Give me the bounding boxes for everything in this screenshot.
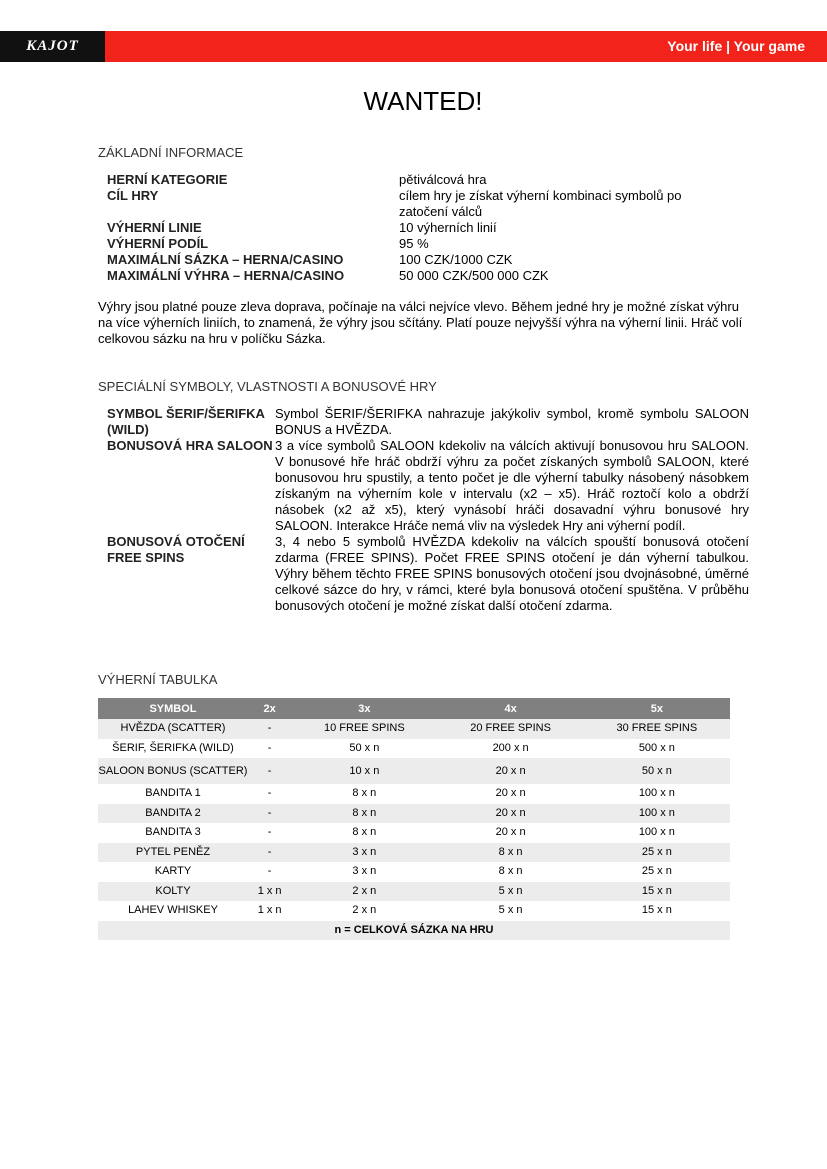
slogan: Your life | Your game bbox=[667, 38, 805, 54]
section-heading-paytable: VÝHERNÍ TABULKA bbox=[98, 672, 218, 687]
table-cell: 50 x n bbox=[584, 758, 730, 784]
info-row bbox=[107, 220, 729, 236]
info-value: pětiválcová hra bbox=[399, 172, 487, 187]
table-row bbox=[98, 843, 730, 863]
rules-paragraph: Výhry jsou platné pouze zleva doprava, počínaje na válci nejvíce vlevo. Během jedné hry je možné získat výhru na více výherních liniích, to znamená, že výhry jsou sčítány. Platí pouze nejvyšší výhra na výherní linii. Hráč volí celkovou sázku na hru v políčku Sázka. bbox=[98, 299, 743, 346]
table-row bbox=[98, 862, 730, 882]
table-cell: - bbox=[248, 843, 291, 863]
info-label: MAXIMÁLNÍ SÁZKA – HERNA/CASINO bbox=[107, 252, 344, 267]
table-cell: 200 x n bbox=[492, 741, 529, 754]
table-cell: 1 x n bbox=[248, 882, 291, 902]
info-value: 95 % bbox=[399, 236, 429, 251]
info-label: BONUSOVÁ HRA SALOON bbox=[107, 438, 273, 453]
table-cell: 20 x n bbox=[495, 826, 526, 839]
info-row bbox=[107, 188, 729, 220]
table-cell: 20 x n bbox=[495, 787, 526, 800]
table-cell: 500 x n bbox=[638, 741, 675, 754]
table-row bbox=[98, 823, 730, 843]
table-cell: - bbox=[248, 758, 291, 784]
table-cell: SALOON BONUS (SCATTER) bbox=[98, 758, 248, 784]
table-cell: 2 x n bbox=[352, 904, 377, 917]
column-header: 3x bbox=[291, 698, 437, 719]
table-row bbox=[98, 901, 730, 921]
info-value: 3 a více symbolů SALOON kdekoliv na válcích aktivují bonusovou hru SALOON. V bonusové hře hráč obdrží výhru za počet získaných symbolů SALOON, které bonusovou hru spustily, a tento počet je dle výherní tabulky násobený násobkem získaným na výherním kole v intervalu (x2 – x5). Hráč roztočí kolo a obdrží násobek (x2 až x5), který vynásobí hráči dosavadní výhru bonusové hry SALOON. Interakce Hráče nemá vliv na výsledek Hry ani výherní podíl. bbox=[275, 438, 749, 533]
table-cell: 8 x n bbox=[291, 804, 437, 824]
basic-info bbox=[107, 172, 729, 284]
table-row bbox=[98, 719, 730, 739]
table-row bbox=[98, 882, 730, 902]
info-label: VÝHERNÍ LINIE bbox=[107, 220, 202, 235]
table-cell: ŠERIF, ŠERIFKA (WILD) bbox=[112, 741, 234, 754]
table-footer: n = CELKOVÁ SÁZKA NA HRU bbox=[98, 921, 730, 941]
page-title: WANTED! bbox=[363, 86, 483, 116]
info-row bbox=[107, 252, 729, 268]
info-row bbox=[107, 438, 749, 534]
column-header: SYMBOL bbox=[98, 698, 248, 719]
table-cell: 10 x n bbox=[291, 758, 437, 784]
header-bar bbox=[0, 31, 827, 62]
table-cell: - bbox=[267, 787, 272, 800]
info-label: SYMBOL ŠERIF/ŠERIFKA (WILD) bbox=[107, 406, 265, 437]
info-label: MAXIMÁLNÍ VÝHRA – HERNA/CASINO bbox=[107, 268, 345, 283]
table-cell: - bbox=[267, 741, 272, 754]
column-header: 5x bbox=[584, 698, 730, 719]
table-cell: 1 x n bbox=[257, 904, 282, 917]
table-cell: 8 x n bbox=[437, 843, 583, 863]
table-cell: 15 x n bbox=[584, 882, 730, 902]
table-cell: 5 x n bbox=[498, 904, 523, 917]
table-cell: BANDITA 3 bbox=[145, 826, 201, 839]
info-value: cílem hry je získat výherní kombinaci symbolů po zatočení válců bbox=[399, 188, 682, 219]
table-cell: - bbox=[267, 865, 272, 878]
table-cell: 3 x n bbox=[291, 843, 437, 863]
table-cell: PYTEL PENĚZ bbox=[98, 843, 248, 863]
table-cell: 15 x n bbox=[641, 904, 672, 917]
table-cell: 8 x n bbox=[352, 826, 377, 839]
info-value: Symbol ŠERIF/ŠERIFKA nahrazuje jakýkoliv symbol, kromě symbolu SALOON BONUS a HVĚZDA. bbox=[275, 406, 749, 437]
table-cell: 50 x n bbox=[349, 741, 380, 754]
table-cell: 100 x n bbox=[638, 787, 675, 800]
kajot-logo: KAJOT bbox=[0, 31, 105, 62]
paytable bbox=[98, 698, 730, 940]
table-cell: - bbox=[267, 826, 272, 839]
info-label: HERNÍ KATEGORIE bbox=[107, 172, 228, 187]
special-symbols bbox=[107, 406, 749, 614]
info-row bbox=[107, 172, 729, 188]
table-cell: - bbox=[248, 719, 291, 739]
table-row bbox=[98, 804, 730, 824]
table-cell: 8 x n bbox=[352, 787, 377, 800]
table-cell: 20 x n bbox=[437, 804, 583, 824]
info-value: 10 výherních linií bbox=[399, 220, 497, 235]
table-cell: 5 x n bbox=[437, 882, 583, 902]
table-cell: 30 FREE SPINS bbox=[584, 719, 730, 739]
info-label: VÝHERNÍ PODÍL bbox=[107, 236, 209, 251]
info-label: BONUSOVÁ OTOČENÍ FREE SPINS bbox=[107, 534, 245, 565]
info-row bbox=[107, 236, 729, 252]
table-cell: 2 x n bbox=[291, 882, 437, 902]
info-row bbox=[107, 268, 729, 284]
table-row bbox=[98, 739, 730, 759]
table-cell: 8 x n bbox=[498, 865, 523, 878]
column-header: 2x bbox=[248, 698, 291, 719]
info-label: CÍL HRY bbox=[107, 188, 159, 203]
table-cell: 100 x n bbox=[638, 826, 675, 839]
table-cell: BANDITA 1 bbox=[145, 787, 201, 800]
info-row bbox=[107, 406, 749, 438]
table-cell: 20 FREE SPINS bbox=[437, 719, 583, 739]
info-row bbox=[107, 534, 749, 614]
info-value: 100 CZK/1000 CZK bbox=[399, 252, 513, 267]
table-cell: KARTY bbox=[154, 865, 192, 878]
table-cell: 10 FREE SPINS bbox=[291, 719, 437, 739]
table-footer-row bbox=[98, 921, 730, 941]
table-cell: 3 x n bbox=[352, 865, 377, 878]
info-value: 50 000 CZK/500 000 CZK bbox=[399, 268, 549, 283]
table-cell: 100 x n bbox=[584, 804, 730, 824]
table-cell: 25 x n bbox=[641, 865, 672, 878]
table-cell: - bbox=[248, 804, 291, 824]
table-cell: BANDITA 2 bbox=[98, 804, 248, 824]
column-header: 4x bbox=[437, 698, 583, 719]
section-heading-basic: ZÁKLADNÍ INFORMACE bbox=[98, 145, 244, 160]
table-cell: 20 x n bbox=[437, 758, 583, 784]
table-row bbox=[98, 784, 730, 804]
table-cell: LAHEV WHISKEY bbox=[128, 904, 218, 917]
table-cell: HVĚZDA (SCATTER) bbox=[98, 719, 248, 739]
table-cell: 25 x n bbox=[584, 843, 730, 863]
table-row bbox=[98, 758, 730, 784]
info-value: 3, 4 nebo 5 symbolů HVĚZDA kdekoliv na válcích spouští bonusová otočení zdarma (FREE SPINS). Počet FREE SPINS otočení je dán výherní tabulkou. Výhry během těchto FREE SPINS bonusových otočení jsou dvojnásobné, úměrné celkové sázce do hry, v rámci, které byla bonusová otočení spuštěna. V průběhu bonusových otočení je možné získat další otočení zdarma. bbox=[275, 534, 749, 613]
table-cell: KOLTY bbox=[98, 882, 248, 902]
section-heading-special: SPECIÁLNÍ SYMBOLY, VLASTNOSTI A BONUSOVÉ HRY bbox=[98, 379, 437, 394]
